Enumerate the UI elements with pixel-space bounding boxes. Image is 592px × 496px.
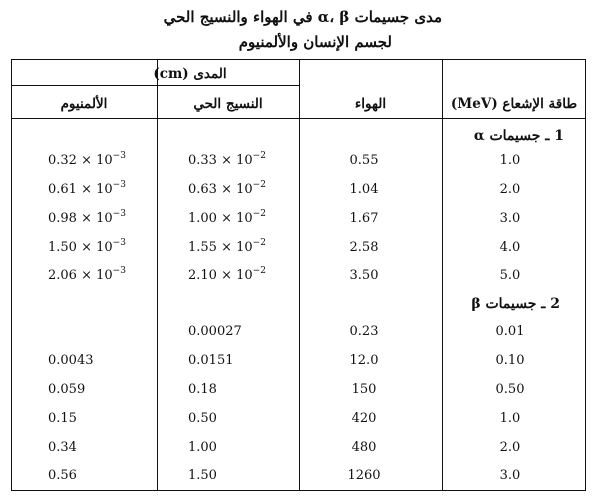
cell-tissue [188, 211, 266, 226]
cell-tissue [188, 153, 266, 168]
cell-energy: 0.50 [495, 382, 525, 397]
cell-tissue: 0.0151 [188, 353, 234, 368]
value-exponent: −2 [252, 266, 266, 276]
cell-tissue [188, 268, 266, 283]
cell-air: 1.04 [349, 182, 379, 197]
value-mantissa: 1.50 × 10 [48, 240, 113, 255]
cell-tissue [188, 240, 266, 255]
cell-air: 1260 [347, 468, 381, 483]
cell-air: 1.67 [349, 211, 379, 226]
cell-aluminum [48, 153, 126, 168]
range-group-header: المدى (cm) [153, 66, 227, 82]
column-divider [442, 59, 443, 491]
value-exponent: −2 [252, 151, 266, 161]
table-title-line2: لجسم الإنسان والألمنيوم [238, 33, 392, 51]
cell-air: 420 [351, 411, 377, 426]
cell-aluminum [48, 211, 126, 226]
cell-tissue: 1.00 [188, 440, 217, 455]
value-mantissa: 2.10 × 10 [188, 268, 253, 283]
column-divider [157, 59, 158, 491]
cell-aluminum: 0.15 [48, 411, 77, 426]
value-mantissa: 0.98 × 10 [48, 211, 113, 226]
cell-aluminum: 0.059 [48, 382, 86, 397]
header-aluminum: الألمنيوم [60, 96, 108, 112]
cell-energy: 0.01 [495, 324, 525, 339]
cell-air: 0.55 [349, 153, 379, 168]
cell-aluminum [48, 240, 126, 255]
value-exponent: −3 [112, 266, 126, 276]
value-mantissa: 0.32 × 10 [48, 153, 113, 168]
cell-air: 0.23 [349, 324, 379, 339]
cell-energy: 4.0 [499, 240, 521, 255]
value-exponent: −3 [112, 209, 126, 219]
section-beta: 2 ـ جسيمات β [471, 296, 560, 312]
value-exponent: −3 [112, 180, 126, 190]
group-header-rule [11, 85, 299, 86]
section-alpha: 1 ـ جسيمات α [473, 128, 564, 144]
cell-tissue: 0.00027 [188, 324, 242, 339]
cell-tissue: 0.50 [188, 411, 217, 426]
value-mantissa: 0.33 × 10 [188, 153, 253, 168]
cell-energy: 1.0 [499, 411, 521, 426]
value-mantissa: 0.61 × 10 [48, 182, 113, 197]
cell-energy: 3.0 [499, 468, 521, 483]
header-rule [11, 118, 586, 119]
value-mantissa: 2.06 × 10 [48, 268, 113, 283]
value-exponent: −2 [252, 238, 266, 248]
cell-energy: 0.10 [495, 353, 525, 368]
cell-energy: 2.0 [499, 182, 521, 197]
cell-tissue: 0.18 [188, 382, 217, 397]
value-exponent: −2 [252, 180, 266, 190]
cell-energy: 3.0 [499, 211, 521, 226]
value-exponent: −2 [252, 209, 266, 219]
value-mantissa: 1.55 × 10 [188, 240, 253, 255]
cell-energy: 1.0 [499, 153, 521, 168]
cell-air: 480 [351, 440, 377, 455]
cell-air: 12.0 [349, 353, 379, 368]
cell-aluminum: 0.34 [48, 440, 77, 455]
header-air: الهواء [354, 96, 387, 112]
value-exponent: −3 [112, 238, 126, 248]
cell-aluminum [48, 182, 126, 197]
cell-tissue [188, 182, 266, 197]
value-exponent: −3 [112, 151, 126, 161]
cell-energy: 5.0 [499, 268, 521, 283]
cell-tissue: 1.50 [188, 468, 217, 483]
cell-air: 2.58 [349, 240, 379, 255]
column-divider [299, 59, 300, 491]
cell-air: 3.50 [349, 268, 379, 283]
header-tissue: النسيج الحي [193, 96, 263, 112]
cell-energy: 2.0 [499, 440, 521, 455]
cell-aluminum: 0.0043 [48, 353, 94, 368]
value-mantissa: 1.00 × 10 [188, 211, 253, 226]
value-mantissa: 0.63 × 10 [188, 182, 253, 197]
cell-aluminum: 0.56 [48, 468, 77, 483]
table-title-line1: مدى جسيمات α، β في الهواء والنسيج الحي [163, 8, 442, 26]
cell-aluminum [48, 268, 126, 283]
header-energy: طاقة الإشعاع (MeV) [450, 96, 578, 112]
cell-air: 150 [351, 382, 377, 397]
